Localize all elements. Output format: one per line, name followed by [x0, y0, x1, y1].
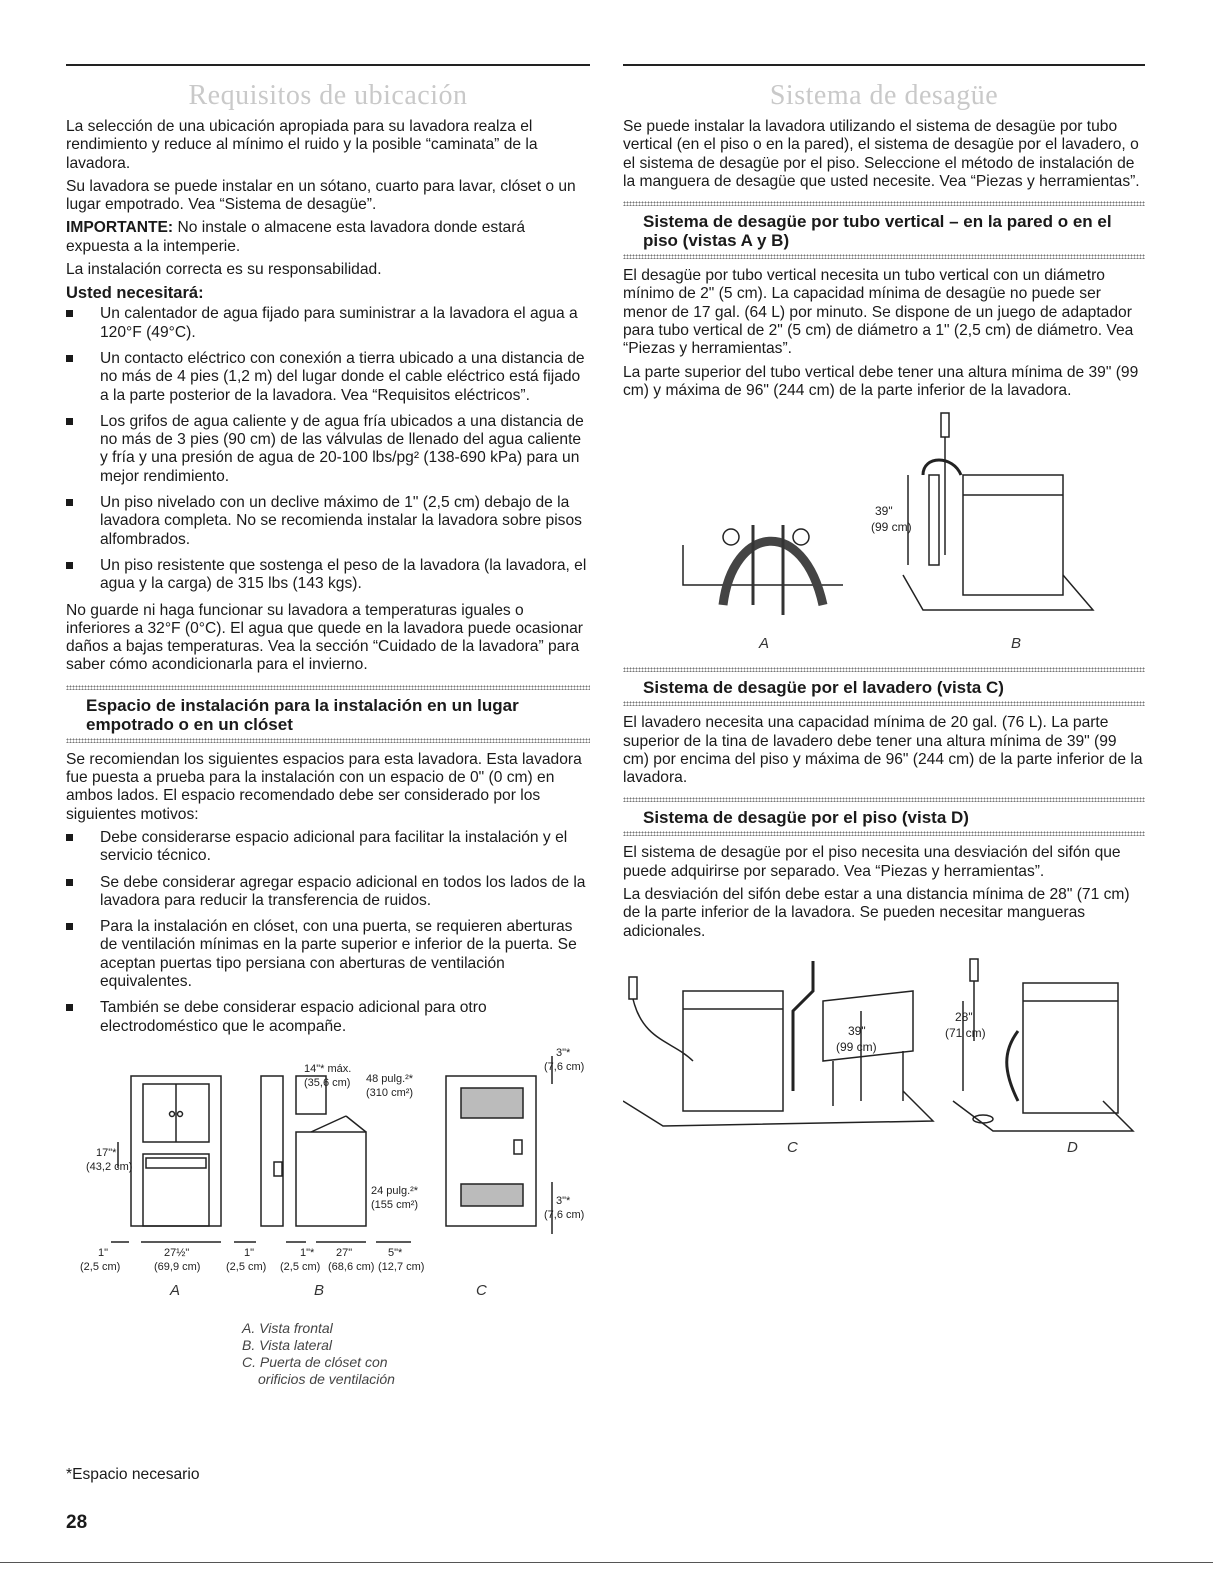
list-item: Los grifos de agua caliente y de agua fría ubicados a una distancia de no más de 3 pies (90 cm) de las válvulas de llenado del agua caliente y fría y una presión de agua de 20-100 lbs/pg² (138-690 kPa) para un mejor rendimiento.: [66, 413, 590, 486]
closet-side-wall: [261, 1076, 283, 1226]
floor-heading-band: [623, 797, 1145, 836]
dim-bottom-5: 5"*: [388, 1246, 403, 1259]
closet-figure: [66, 1044, 590, 1344]
dim-bottom-27h: 27½": [164, 1246, 190, 1259]
outlet: [970, 959, 978, 981]
standpipe-heading-band: [623, 201, 1145, 259]
dim-bottom-27-cm: (68,6 cm): [328, 1260, 375, 1273]
left-column: [66, 64, 590, 1388]
closet-intro: Se recomiendan los siguientes espacios para esta lavadora. Esta lavadora fue puesta a prueba para la instalación con un espacio de 0" (0 cm) en ambos lados. El espacio recomendado debe ser considerado por los siguientes motivos:: [66, 750, 582, 823]
needs-list: [66, 305, 590, 593]
legend-item: C. Puerta de clóset con: [242, 1353, 388, 1370]
dotted-rule: [66, 738, 590, 743]
important-note: [66, 219, 590, 256]
dim-bottom-1c: 1"*: [300, 1246, 315, 1259]
dim-3-top: 3"*: [556, 1046, 571, 1059]
figure-label-c: C: [787, 1138, 798, 1156]
bottom-rule: [0, 1562, 1213, 1563]
closet-list: [66, 829, 590, 1036]
floor-d: [953, 1101, 1133, 1131]
important-label: IMPORTANTE:: [66, 219, 174, 237]
dim-48-cm: (310 cm²): [366, 1086, 414, 1099]
responsibility-note: La instalación correcta es su responsabilidad.: [66, 261, 382, 279]
standpipe-heading: Sistema de desagüe por tubo vertical – en la pared o en el piso (vistas A y B): [643, 212, 1112, 251]
standpipe-paragraph: La parte superior del tubo vertical debe tener una altura mínima de 39" (99 cm) y máxima de 96" (244 cm) de la parte inferior de la lavadora.: [623, 363, 1139, 399]
dotted-rule: [623, 831, 1145, 836]
dim-bottom-5-cm: (12,7 cm): [378, 1260, 425, 1273]
dotted-rule: [623, 254, 1145, 259]
closet-heading-band: [66, 685, 590, 743]
floor-b: [903, 575, 1093, 610]
dim-bottom-1-cm: (2,5 cm): [80, 1260, 121, 1273]
figure-label-d: D: [1067, 1138, 1078, 1156]
drain-hose: [723, 541, 823, 605]
closet-diagram: [66, 1044, 590, 1294]
footnote: *Espacio necesario: [66, 1466, 200, 1483]
dim-14: 14"* máx.: [304, 1062, 352, 1075]
washer-d: [1023, 983, 1118, 1113]
dotted-rule: [623, 701, 1145, 706]
standpipe: [929, 475, 939, 565]
figure-label-b: B: [314, 1281, 325, 1299]
tub-floor-diagram: [623, 951, 1145, 1137]
intro-paragraph: Su lavadora se puede instalar en un sótano, cuarto para lavar, clóset o un lugar empotrado. Vea “Sistema de desagüe”.: [66, 177, 576, 214]
section-title-location: Requisitos de ubicación: [188, 80, 468, 111]
dim-bottom-27h-cm: (69,9 cm): [154, 1260, 201, 1273]
intro-paragraph: La selección de una ubicación apropiada para su lavadora realza el rendimiento y reduce al mínimo el ruido y la posible “caminata” de la lavadora.: [66, 118, 538, 172]
page-number: 28: [66, 1512, 88, 1533]
need-heading: Usted necesitará:: [66, 284, 204, 303]
tub-heading-band: [623, 667, 1145, 706]
drain-intro: Se puede instalar la lavadora utilizando el sistema de desagüe por tubo vertical (en el piso o en la pared), el sistema de desagüe por el lavadero, o el sistema de desagüe por el piso. Seleccione el método de instalación de la manguera de desagüe que usted necesite. Vea “Piezas y herramientas”.: [623, 118, 1140, 190]
outlet: [629, 977, 637, 999]
tub-paragraph: El lavadero necesita una capacidad mínima de 20 gal. (76 L). La parte superior de la tina de lavadero debe tener una altura mínima de 39" (99 cm) por encima del piso y máxima de 96" (244 cm) de la parte inferior de la lavadora.: [623, 714, 1143, 787]
dim-48: 48 pulg.²*: [366, 1072, 414, 1085]
dim-bottom-1b: 1": [244, 1246, 255, 1259]
floor-heading: Sistema de desagüe por el piso (vista D): [643, 808, 969, 828]
list-item: Un piso resistente que sostenga el peso de la lavadora (la lavadora, el agua y la carga) de 315 lbs (143 kgs).: [66, 557, 590, 594]
list-item: Un piso nivelado con un declive máximo de 1" (2,5 cm) debajo de la lavadora completa. No se recomienda instalar la lavadora sobre pisos alfombrados.: [66, 494, 590, 549]
figure-label-a: A: [759, 635, 770, 653]
outlet: [941, 413, 949, 437]
list-item: Un contacto eléctrico con conexión a tierra ubicado a una distancia de no más de 4 pies (1,2 m) del lugar donde el cable eléctrico está fijado a la parte posterior de la lavadora. Vea “Requisitos eléctricos”.: [66, 350, 590, 405]
standpipe-figure: [623, 405, 1145, 657]
washer-front: [143, 1154, 209, 1226]
figure-legend: [242, 1320, 590, 1388]
dim-bottom-1b-cm: (2,5 cm): [226, 1260, 267, 1273]
dim-39-cm: (99 cm): [871, 520, 912, 535]
list-item: Para la instalación en clóset, con una puerta, se requieren aberturas de ventilación mínimas en la parte superior e inferior de la puerta. Se aceptan puertas tipo persiana con aberturas de ventilación equivalentes.: [66, 918, 590, 991]
dim-39: 39": [848, 1023, 866, 1038]
dim-3-bottom-cm: (7,6 cm): [544, 1208, 585, 1221]
dim-39-cm: (99 cm): [836, 1039, 877, 1054]
washer-b: [963, 475, 1063, 595]
list-item: Debe considerarse espacio adicional para facilitar la instalación y el servicio técnico.: [66, 829, 590, 866]
dim-39: 39": [875, 504, 893, 519]
standpipe-paragraph: El desagüe por tubo vertical necesita un tubo vertical con un diámetro mínimo de 2" (5 cm). La capacidad mínima de desagüe no puede ser menor de 17 gal. (64 L) por minuto. Se dispone de un juego de adaptador para tubo vertical de 2" (5 cm) de diámetro a 1" (2,5 cm) de diámetro. Vea “Piezas y herramientas”.: [623, 267, 1134, 358]
figure-label-c: C: [476, 1281, 487, 1299]
list-item: Se debe considerar agregar espacio adicional en todos los lados de la lavadora para reducir la transferencia de ruidos.: [66, 874, 590, 911]
dim-28-cm: (71 cm): [945, 1025, 986, 1040]
cold-note: No guarde ni haga funcionar su lavadora a temperaturas iguales o inferiores a 32°F (0°C). El agua que quede en la lavadora puede ocasionar daños a bajas temperaturas. Vea la sección “Cuidado de la lavadora” para saber cómo acondicionarla para el invierno.: [66, 601, 583, 674]
dim-17: 17"*: [96, 1146, 117, 1159]
dim-24-cm: (155 cm²): [371, 1198, 419, 1211]
washer-side: [296, 1132, 366, 1226]
closet-heading: Espacio de instalación para la instalación en un lugar empotrado o en un clóset: [86, 695, 519, 734]
standpipe-diagram: [623, 405, 1145, 633]
dim-28: 28": [955, 1009, 973, 1024]
right-column: [623, 64, 1145, 1161]
floor-paragraph: La desviación del sifón debe estar a una distancia mínima de 28" (71 cm) de la parte inferior de la lavadora. Se pueden necesitar mangueras adicionales.: [623, 886, 1130, 940]
figure-label-b: B: [1011, 635, 1022, 653]
legend-item: A. Vista frontal: [242, 1319, 333, 1336]
legend-item: orificios de ventilación: [258, 1370, 395, 1387]
dim-24: 24 pulg.²*: [371, 1184, 419, 1197]
tub-floor-figure: [623, 951, 1145, 1161]
drain-hose: [793, 961, 813, 1091]
tub-heading: Sistema de desagüe por el lavadero (vista C): [643, 678, 1004, 698]
top-rule: [623, 64, 1145, 66]
legend-item: B. Vista lateral: [242, 1336, 333, 1353]
floor-paragraph: El sistema de desagüe por el piso necesita una desviación del sifón que puede adquirirse por separado. Vea “Piezas y herramientas”.: [623, 844, 1121, 880]
list-item: También se debe considerar espacio adicional para otro electrodoméstico que le acompañe.: [66, 999, 590, 1036]
section-title-drain: Sistema de desagüe: [769, 80, 999, 111]
dim-17-cm: (43,2 cm): [86, 1160, 133, 1173]
important-text: No instale o almacene esta lavadora donde estará expuesta a la intemperie.: [66, 219, 526, 255]
top-rule: [66, 64, 590, 66]
dim-bottom-1c-cm: (2,5 cm): [280, 1260, 321, 1273]
dim-3-top-cm: (7,6 cm): [544, 1060, 585, 1073]
dim-bottom-1: 1": [98, 1246, 109, 1259]
lower-vent: [461, 1184, 523, 1206]
figure-label-a: A: [170, 1281, 181, 1299]
upper-vent: [461, 1088, 523, 1118]
floor-c: [623, 1091, 933, 1126]
dim-bottom-27: 27": [336, 1246, 353, 1259]
list-item: Un calentador de agua fijado para suministrar a la lavadora el agua a 120°F (49°C).: [66, 305, 590, 342]
dim-3-bottom: 3"*: [556, 1194, 571, 1207]
dim-14-cm: (35,6 cm): [304, 1076, 351, 1089]
